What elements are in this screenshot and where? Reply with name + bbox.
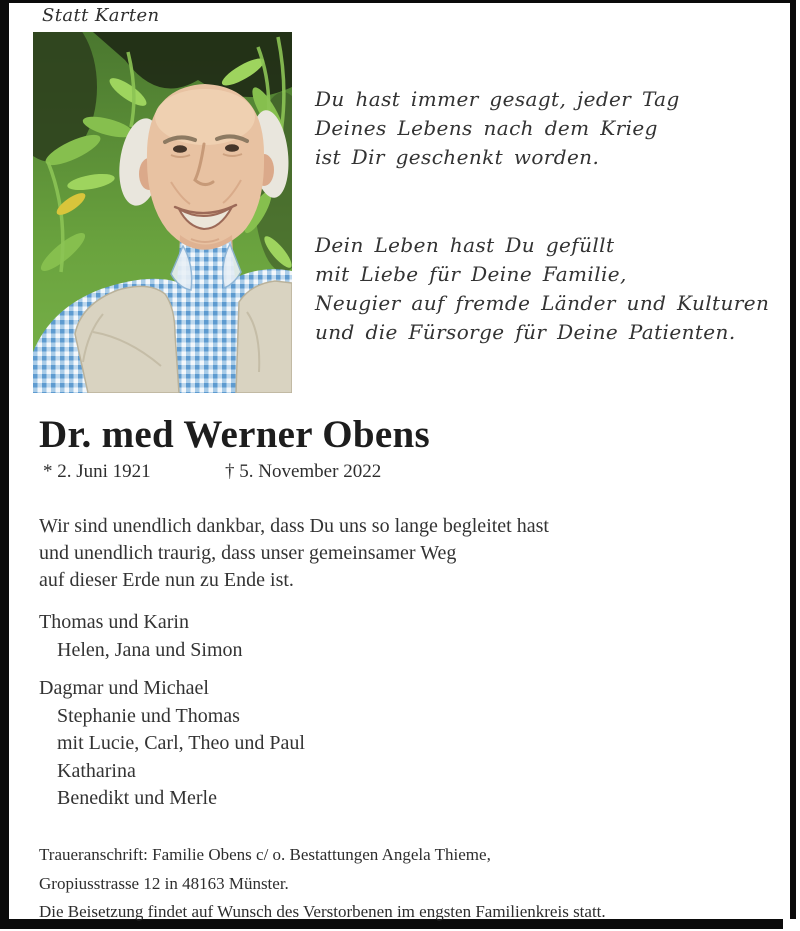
quote-line: Deines Lebens nach dem Krieg: [315, 116, 658, 140]
family-name-line: Stephanie und Thomas: [57, 704, 240, 727]
opening-quote: [315, 85, 680, 172]
birth-date: * 2. Juni 1921: [43, 461, 151, 482]
tribute-paragraph: [39, 513, 549, 594]
funeral-info: [39, 841, 606, 927]
quote-line: mit Liebe für Deine Familie,: [315, 262, 627, 286]
quote-line: Du hast immer gesagt, jeder Tag: [315, 87, 680, 111]
mourning-address-line: Gropiusstrasse 12 in 48163 Münster.: [39, 873, 289, 893]
quote-line: und die Fürsorge für Deine Patienten.: [315, 320, 736, 344]
statt-karten-label: Statt Karten: [42, 5, 160, 26]
family-name-line: Helen, Jana und Simon: [57, 638, 243, 661]
portrait-photo-illustration: [33, 32, 292, 393]
tribute-line: auf dieser Erde nun zu Ende ist.: [39, 569, 294, 591]
quote-line: ist Dir geschenkt worden.: [315, 145, 600, 169]
family-name-line: Thomas und Karin: [39, 611, 189, 633]
death-date: † 5. November 2022: [225, 461, 382, 482]
scan-frame-top: [0, 0, 796, 3]
life-quote: [315, 231, 769, 347]
scan-frame-right: [790, 0, 796, 919]
quote-line: Dein Leben hast Du gefüllt: [315, 233, 615, 257]
scan-frame-left: [0, 0, 9, 929]
quote-line: Neugier auf fremde Länder und Kulturen: [315, 291, 770, 315]
family-name-line: Benedikt und Merle: [57, 787, 217, 809]
family-name-line: Katharina: [57, 759, 136, 782]
family-name-line: Dagmar und Michael: [39, 677, 209, 699]
life-dates: [43, 461, 382, 483]
family-name-line: mit Lucie, Carl, Theo und Paul: [57, 732, 305, 754]
family-group-2: [39, 675, 305, 813]
tribute-line: Wir sind unendlich dankbar, dass Du uns so lange begleitet hast: [39, 515, 549, 537]
tribute-line: und unendlich traurig, dass unser gemeinsamer Weg: [39, 542, 457, 564]
family-group-1: [39, 609, 243, 664]
burial-note-line: Die Beisetzung findet auf Wunsch des Verstorbenen im engsten Familienkreis statt.: [39, 902, 606, 921]
portrait-photo: [33, 32, 292, 393]
mourning-address-line: Traueranschrift: Familie Obens c/ o. Bestattungen Angela Thieme,: [39, 845, 491, 864]
deceased-name: Dr. med Werner Obens: [39, 413, 430, 456]
